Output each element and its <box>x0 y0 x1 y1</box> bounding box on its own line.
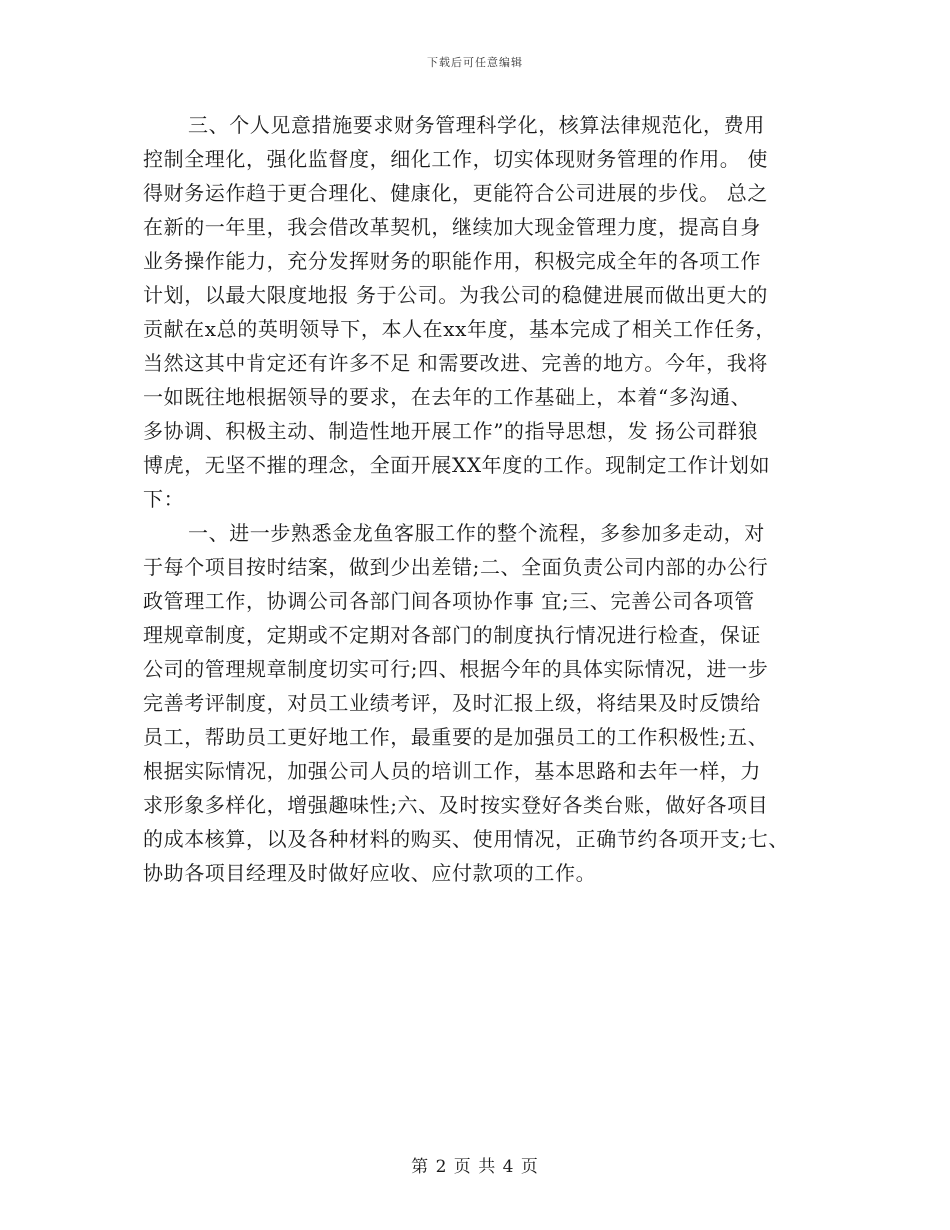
text-line: 下： <box>143 487 185 511</box>
paragraph-1 <box>143 108 815 516</box>
text-line: 控制全理化，强化监督度，细化工作，切实体现财务管理的作用。 使 <box>143 147 768 171</box>
text-line: 完善考评制度，对员工业绩考评，及时汇报上级，将结果及时反馈给 <box>143 691 761 715</box>
text-line: 当然这其中肯定还有许多不足 和需要改进、完善的地方。今年，我将 <box>143 351 768 375</box>
text-line: 于每个项目按时结案，做到少出差错;二、全面负责公司内部的办公行 <box>143 555 769 579</box>
document-body <box>143 108 815 890</box>
text-line: 一如既往地根据领导的要求，在去年的工作基础上，本着“多沟通、 <box>143 385 752 409</box>
text-line: 公司的管理规章制度切实可行;四、根据今年的具体实际情况，进一步 <box>143 657 769 681</box>
text-line: 博虎，无坚不摧的理念，全面开展XX年度的工作。现制定工作计划如 <box>143 453 771 477</box>
text-line: 的成本核算，以及各种材料的购买、使用情况，正确节约各项开支;七、 <box>143 827 789 851</box>
text-line: 根据实际情况，加强公司人员的培训工作，基本思路和去年一样，力 <box>143 759 761 783</box>
text-line: 在新的一年里，我会借改革契机，继续加大现金管理力度，提高自身 <box>143 215 761 239</box>
text-line: 计划，以最大限度地报 务于公司。为我公司的稳健进展而做出更大的 <box>143 283 768 307</box>
text-line: 业务操作能力，充分发挥财务的职能作用，积极完成全年的各项工作 <box>143 249 761 273</box>
text-line: 贡献在x总的英明领导下，本人在xx年度，基本完成了相关工作任务， <box>143 317 777 341</box>
page-number-footer: 第 2 页 共 4 页 <box>411 1157 539 1177</box>
text-line: 一、进一步熟悉金龙鱼客服工作的整个流程，多参加多走动，对 <box>188 521 765 545</box>
text-line: 三、个人见意措施要求财务管理科学化，核算法律规范化，费用 <box>188 113 765 137</box>
header-note: 下载后可任意编辑 <box>427 56 523 69</box>
text-line: 求形象多样化，增强趣味性;六、及时按实登好各类台账，做好各项目 <box>143 793 769 817</box>
text-line: 政管理工作，协调公司各部门间各项协作事 宜;三、完善公司各项管 <box>143 589 755 613</box>
text-line: 多协调、积极主动、制造性地开展工作”的指导思想，发 扬公司群狼 <box>143 419 759 443</box>
text-line: 理规章制度，定期或不定期对各部门的制度执行情况进行检查，保证 <box>143 623 761 647</box>
text-line: 员工，帮助员工更好地工作，最重要的是加强员工的工作积极性;五、 <box>143 725 769 749</box>
paragraph-2 <box>143 516 815 890</box>
text-line: 协助各项目经理及时做好应收、应付款项的工作。 <box>143 861 597 885</box>
text-line: 得财务运作趋于更合理化、健康化，更能符合公司进展的步伐。 总之 <box>143 181 768 205</box>
